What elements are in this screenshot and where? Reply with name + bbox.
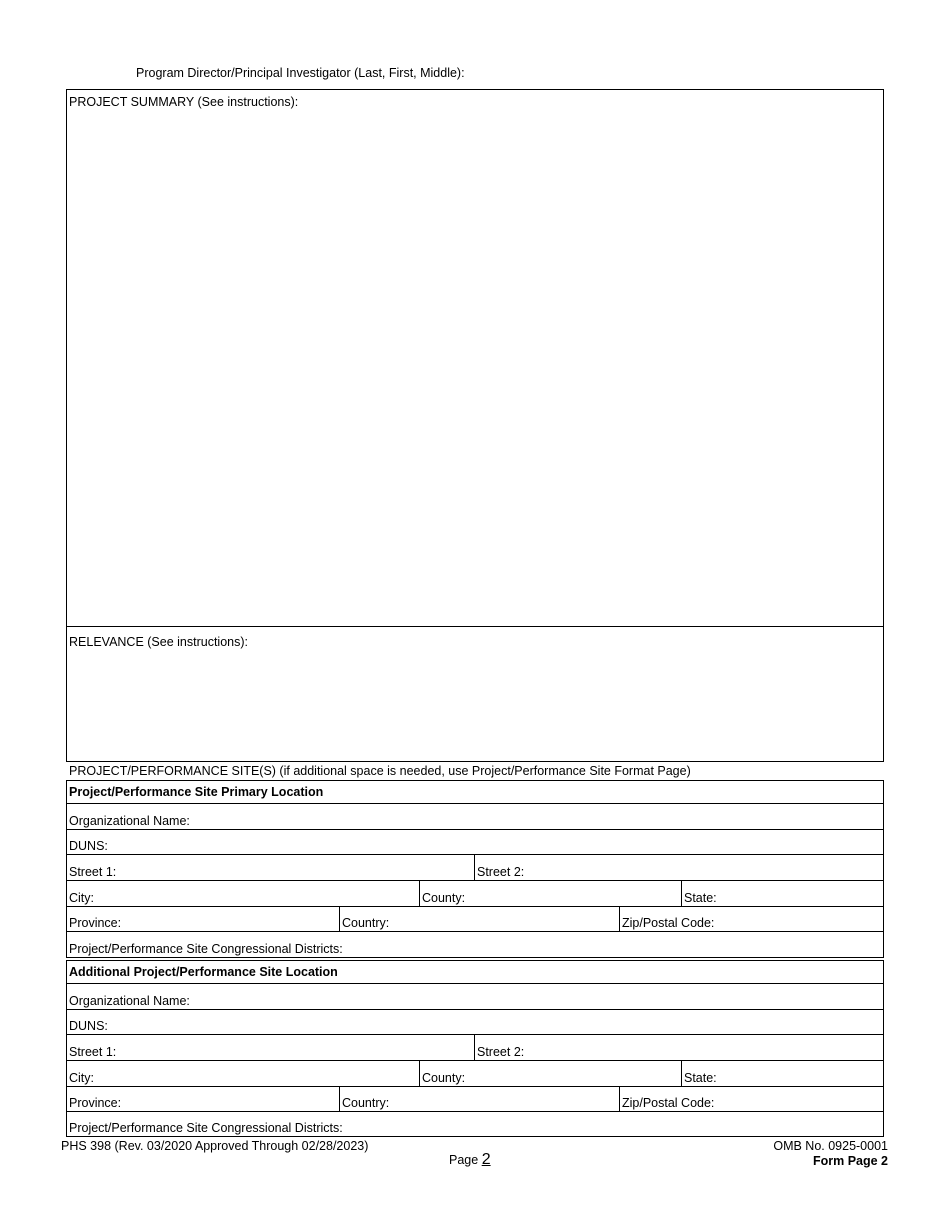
pd-pi-name-field[interactable] — [466, 62, 882, 82]
additional-duns-label: DUNS: — [69, 1019, 108, 1033]
primary-state-input[interactable] — [720, 883, 881, 904]
page-indicator — [449, 1151, 491, 1169]
primary-site-heading: Project/Performance Site Primary Location — [69, 785, 324, 799]
project-summary-textarea[interactable] — [68, 113, 882, 625]
additional-org-name-label: Organizational Name: — [69, 994, 190, 1008]
additional-city-input[interactable] — [98, 1063, 416, 1084]
additional-state-label: State: — [684, 1071, 717, 1085]
primary-zip-input[interactable] — [717, 909, 881, 929]
primary-city-label: City: — [69, 891, 94, 905]
additional-street2-input[interactable] — [528, 1037, 881, 1058]
additional-site-heading: Additional Project/Performance Site Location — [69, 965, 338, 979]
relevance-label: RELEVANCE (See instructions): — [69, 635, 248, 649]
primary-county-label: County: — [422, 891, 466, 905]
primary-state-label: State: — [684, 891, 717, 905]
primary-zip-label: Zip/Postal Code: — [622, 916, 715, 930]
additional-county-label: County: — [422, 1071, 466, 1085]
primary-city-input[interactable] — [98, 883, 416, 904]
additional-org-name-input[interactable] — [195, 986, 881, 1007]
primary-province-input[interactable] — [124, 909, 336, 929]
additional-province-input[interactable] — [124, 1089, 336, 1109]
additional-province-label: Province: — [69, 1096, 122, 1110]
primary-street1-input[interactable] — [120, 857, 470, 878]
page-number: 2 — [481, 1151, 491, 1168]
omb-number: OMB No. 0925-0001 — [773, 1139, 888, 1153]
additional-street1-input[interactable] — [120, 1037, 470, 1058]
additional-zip-label: Zip/Postal Code: — [622, 1096, 715, 1110]
additional-duns-input[interactable] — [112, 1012, 881, 1032]
primary-duns-input[interactable] — [112, 832, 881, 852]
additional-street1-label: Street 1: — [69, 1045, 117, 1059]
additional-zip-input[interactable] — [717, 1089, 881, 1109]
relevance-textarea[interactable] — [68, 652, 882, 760]
primary-street2-label: Street 2: — [477, 865, 525, 879]
primary-duns-label: DUNS: — [69, 839, 108, 853]
additional-country-label: Country: — [342, 1096, 390, 1110]
additional-country-input[interactable] — [392, 1089, 616, 1109]
pd-pi-label: Program Director/Principal Investigator (Last, First, Middle): — [136, 66, 465, 80]
additional-districts-label: Project/Performance Site Congressional Districts: — [69, 1121, 343, 1135]
form-page-label: Form Page 2 — [812, 1154, 888, 1168]
additional-street2-label: Street 2: — [477, 1045, 525, 1059]
primary-province-label: Province: — [69, 916, 122, 930]
form-revision: PHS 398 (Rev. 03/2020 Approved Through 02/28/2023) — [61, 1139, 369, 1153]
primary-street2-input[interactable] — [528, 857, 881, 878]
primary-districts-label: Project/Performance Site Congressional Districts: — [69, 942, 343, 956]
primary-org-name-label: Organizational Name: — [69, 814, 190, 828]
primary-county-input[interactable] — [468, 883, 678, 904]
primary-country-input[interactable] — [392, 909, 616, 929]
primary-districts-input[interactable] — [346, 934, 881, 955]
sites-title: PROJECT/PERFORMANCE SITE(S) (if additional space is needed, use Project/Performance Site Format Page) — [69, 764, 691, 778]
additional-state-input[interactable] — [720, 1063, 881, 1084]
primary-country-label: Country: — [342, 916, 390, 930]
additional-city-label: City: — [69, 1071, 94, 1085]
additional-county-input[interactable] — [468, 1063, 678, 1084]
primary-street1-label: Street 1: — [69, 865, 117, 879]
primary-org-name-input[interactable] — [195, 806, 881, 827]
page-label: Page — [449, 1153, 479, 1167]
additional-districts-input[interactable] — [346, 1114, 881, 1135]
project-summary-label: PROJECT SUMMARY (See instructions): — [69, 95, 299, 109]
